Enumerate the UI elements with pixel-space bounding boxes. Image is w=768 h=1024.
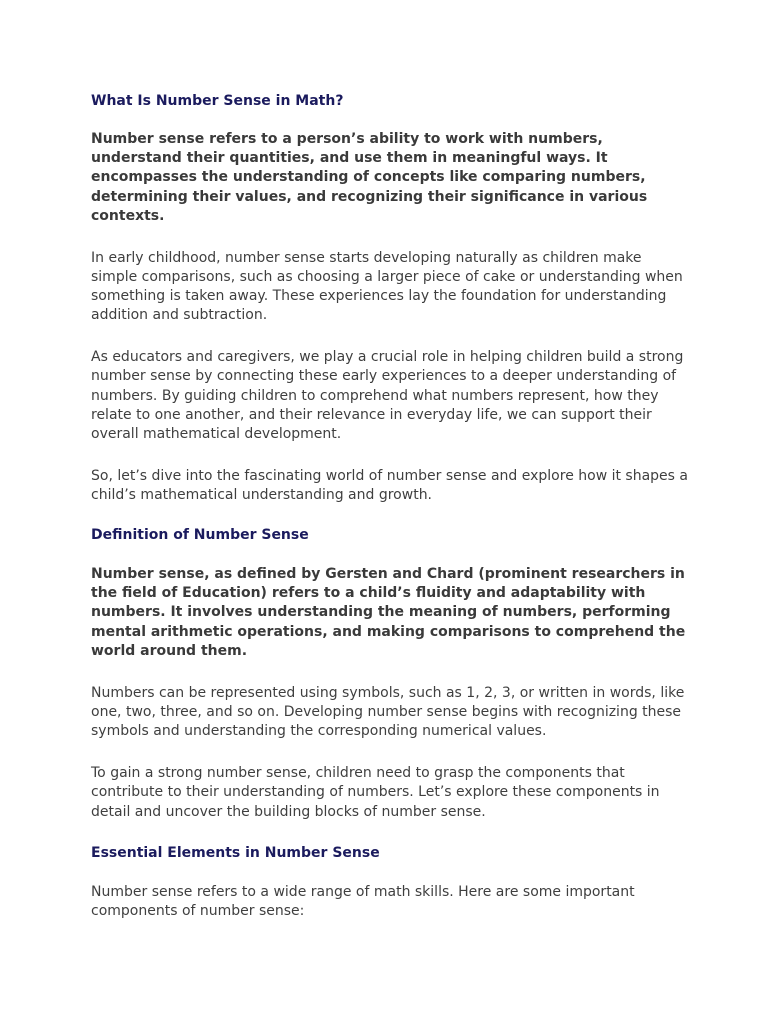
paragraph-early-childhood: In early childhood, number sense starts developing naturally as children make simple comparisons, such as choosing a larger piece of cake or understanding when something is taken away. These experiences lay the foundation for understanding addition and subtraction. xyxy=(91,250,683,324)
paragraph-dive-into: So, let’s dive into the fascinating world of number sense and explore how it shapes a child’s mathematical understanding and growth. xyxy=(91,467,688,503)
paragraph-wide-range-of-skills: Number sense refers to a wide range of math skills. Here are some important components of number sense: xyxy=(91,883,635,919)
lead-paragraph-number-sense-intro: Number sense refers to a person’s ability to work with numbers, understand their quantities, and use them in meaningful ways. It encompasses the understanding of concepts like comparing numbers, determining their values, and recognizing their significance in various contexts. xyxy=(91,131,648,224)
paragraph-educators-caregivers: As educators and caregivers, we play a crucial role in helping children build a strong number sense by connecting these early experiences to a deeper understanding of numbers. By guiding children to comprehend what numbers represent, how they relate to one another, and their relevance in everyday life, we can support their overall mathematical development. xyxy=(91,349,684,442)
section-heading-definition: Definition of Number Sense xyxy=(91,527,309,544)
paragraph-gain-strong-number-sense: To gain a strong number sense, children need to grasp the components that contribute to their understanding of numbers. Let’s explore these components in detail and uncover the building blocks of number sense. xyxy=(91,765,660,820)
lead-paragraph-definition: Number sense, as defined by Gersten and Chard (prominent researchers in the field of Education) refers to a child’s fluidity and adaptability with numbers. It involves understanding the meaning of numbers, performing mental arithmetic operations, and making comparisons to comprehend the world around them. xyxy=(91,566,686,659)
section-heading-essential-elements: Essential Elements in Number Sense xyxy=(91,844,380,861)
document-page xyxy=(91,92,691,921)
paragraph-number-symbols: Numbers can be represented using symbols, such as 1, 2, 3, or written in words, like one, two, three, and so on. Developing number sense begins with recognizing these symbols and understanding the corresponding numerical values. xyxy=(91,685,685,740)
section-heading-what-is-number-sense: What Is Number Sense in Math? xyxy=(91,93,344,109)
